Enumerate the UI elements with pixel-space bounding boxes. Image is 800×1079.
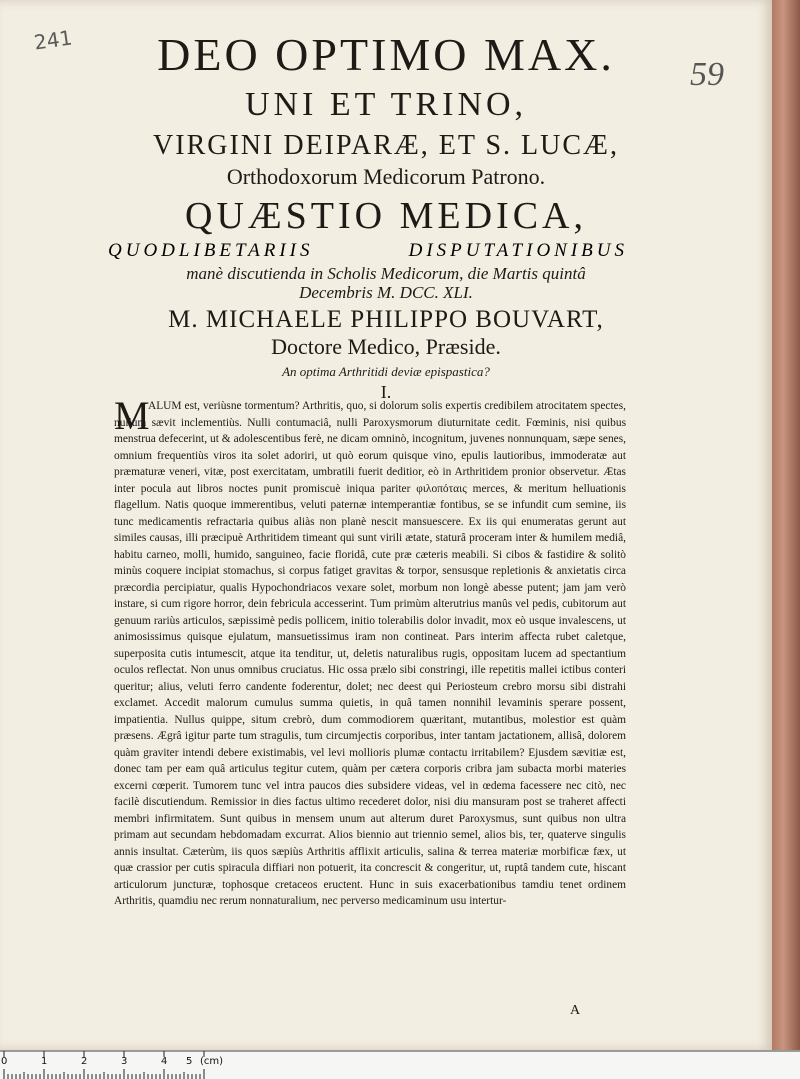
disputation-line: QUODLIBETARIIS DISPUTATIONIBUS [108,240,628,261]
question-heading: QUÆSTIO MEDICA, [185,195,587,237]
scale-ruler [0,1050,800,1079]
ruler-label-0: 0 [1,1056,8,1067]
ruler-label-5: 5 [186,1056,193,1067]
handwritten-annotation-right: 59 [690,56,724,93]
question-text: An optima Arthritidi deviæ epispastica? [282,364,490,379]
dedication-line-1: DEO OPTIMO MAX. [157,29,615,80]
signature-mark: A [570,1003,581,1018]
drop-cap: M [114,393,150,438]
ruler-label-2: 2 [81,1056,88,1067]
dedication-line-3: VIRGINI DEIPARÆ, ET S. LUCÆ, [153,130,619,161]
ruler-label-1: 1 [41,1056,48,1067]
ruler-unit-label: (cm) [200,1056,224,1067]
president-name: M. MICHAELE PHILIPPO BOUVART, [168,306,604,333]
book-edge [772,0,800,1050]
dedication-line-2: UNI ET TRINO, [244,86,528,123]
body-text: ALUM est, veriùsne tormentum? Arthritis, quo, si dolorum solis expertis credibilem atrocitatem spectes, nullum sævit inclementiùs. Nulli contumaciâ, nulli Paroxysmorum diuturnitate cedit. Fœminis, nisi quibus menstrua defecerint, ut & adolescentibus ferè, ne dicam omninò, incognitum, juvenes nonnunquam, sæpe senes, omnium frequentiùs viros ita solet adoriri, ut quò eorum quisque vino, epulis lautioribus, immoderatæ aut præmaturæ veneri, vitæ, post exercitatam, umbratili fuerit deditior, eò in Arthritidem pronior observetur. Ætas inter pocula aut libros noctes punit promiscuè iniqua pariter φιλοπόταις merces, & meritum helluationis flagellum. Natis quoque immerentibus, veluti paternæ intemperantiæ fontibus, se se infundit cum semine, iis tunc medicamentis refractaria quibus aliàs non planè nescit mansuescere. Ex iis qui enumeratas gerunt aut similes causas, illi præcipuè Arthritidem timeant qui sunt virili ætate, staturâ proceram inter & humilem mediâ, habitu carneo, molli, humido, sanguineo, facie floridâ, cute præ cæteris meabili. Si cibos & fastidire & solitò minùs coquere incipiat stomachus, si corpus fatiget gravitas & torpor, sensusque repletionis & anxietatis circa præcordia percipiatur, qualis Hypochondriacos vexare solet, morbum non longè abesse putent; jam jam verò instare, si cum rigore horror, dein febricula accesserint. Tum primùm alterutrius manûs vel pedis, cubitorum aut genuum rariùs articulos, sæpissimè pedis pollicem, initio tolerabilis dolor invadit, mox eò usque invalescens, ut animosissimus quisque ejulatum, mansuetissimus iram non contineat. Pars interim affecta rubet caletque, superposita cutis intumescit, atque ita tenditur, ut, deletis naturalibus rugis, oppositam lucem ad spectantium oculos reflectat. Non unus omnibus cruciatus. Hic ossa prælo sibi constringi, ille repetitis mallei ictibus conteri queritur; alius, veluti ferro candente foderentur, dolet; nec deest qui Periosteum crebro morsu sibi distrahi exclamet. Accedit malorum cumulus summa quietis, in quâ tamen nonnihil levaminis sperare possent, impatientia. Nullus quippe, situm crebrò, dum commodiorem quæritant, mutantibus, molestior est quàm præsens. Ægrâ igitur parte tum stragulis, tum circumjectis corporibus, inter tantam jactationem, allisâ, dolorem quàm graviter intendi debere existimabis, vel levi mollioris plumæ contactu irritabilem? Ejusdem sævitiæ est, donec tam per eam quâ articulus tegitur cutem, quàm per cætera corporis cribra jam subacta morbi materies excerni cœperit. Tumorem tunc vel intra paucos dies subsidere videas, vel in œdema facessere nec citò, nec facilè discutiendum. Remissior in dies factus ultimo recederet dolor, nisi diu mansuram post se traheret affecti membri infirmitatem. Sunt quibus in mensem unum aut alterum duret Paroxysmus, sunt quibus non ultra primam aut secundam hebdomadam excurrat. Alios biennio aut triennio semel, alios bis, ter, quaterve singulis annis insultat. Cæterùm, iis quos sæpiùs Arthritis afflixit articulis, salina & terrea materiæ morbificæ fæx, ut quæ crassior per cutis spiracula diffiari non potuerit, ita concrescit & congeritur, ut, ruptâ tandem cute, hiscant articulorum juncturæ, tophosque cretaceos eructent. Hunc in suis exacerbationibus tamdiu tenet ordinem Arthritis, quamdiu nec rerum nonnaturalium, nec perverso medicaminum usu intertur- [114,400,626,907]
handwritten-annotation-left: 241 [32,25,74,55]
ruler-label-4: 4 [161,1056,168,1067]
president-title: Doctore Medico, Præside. [271,334,501,359]
ruler-ticks [0,1051,800,1079]
date-line-2: Decembris M. DCC. XLI. [299,283,473,302]
section-number: I. [380,382,392,402]
ruler-label-3: 3 [121,1056,128,1067]
dedication-line-4: Orthodoxorum Medicorum Patrono. [226,164,546,189]
date-line-1: manè discutienda in Scholis Medicorum, die Martis quintâ [186,264,586,283]
